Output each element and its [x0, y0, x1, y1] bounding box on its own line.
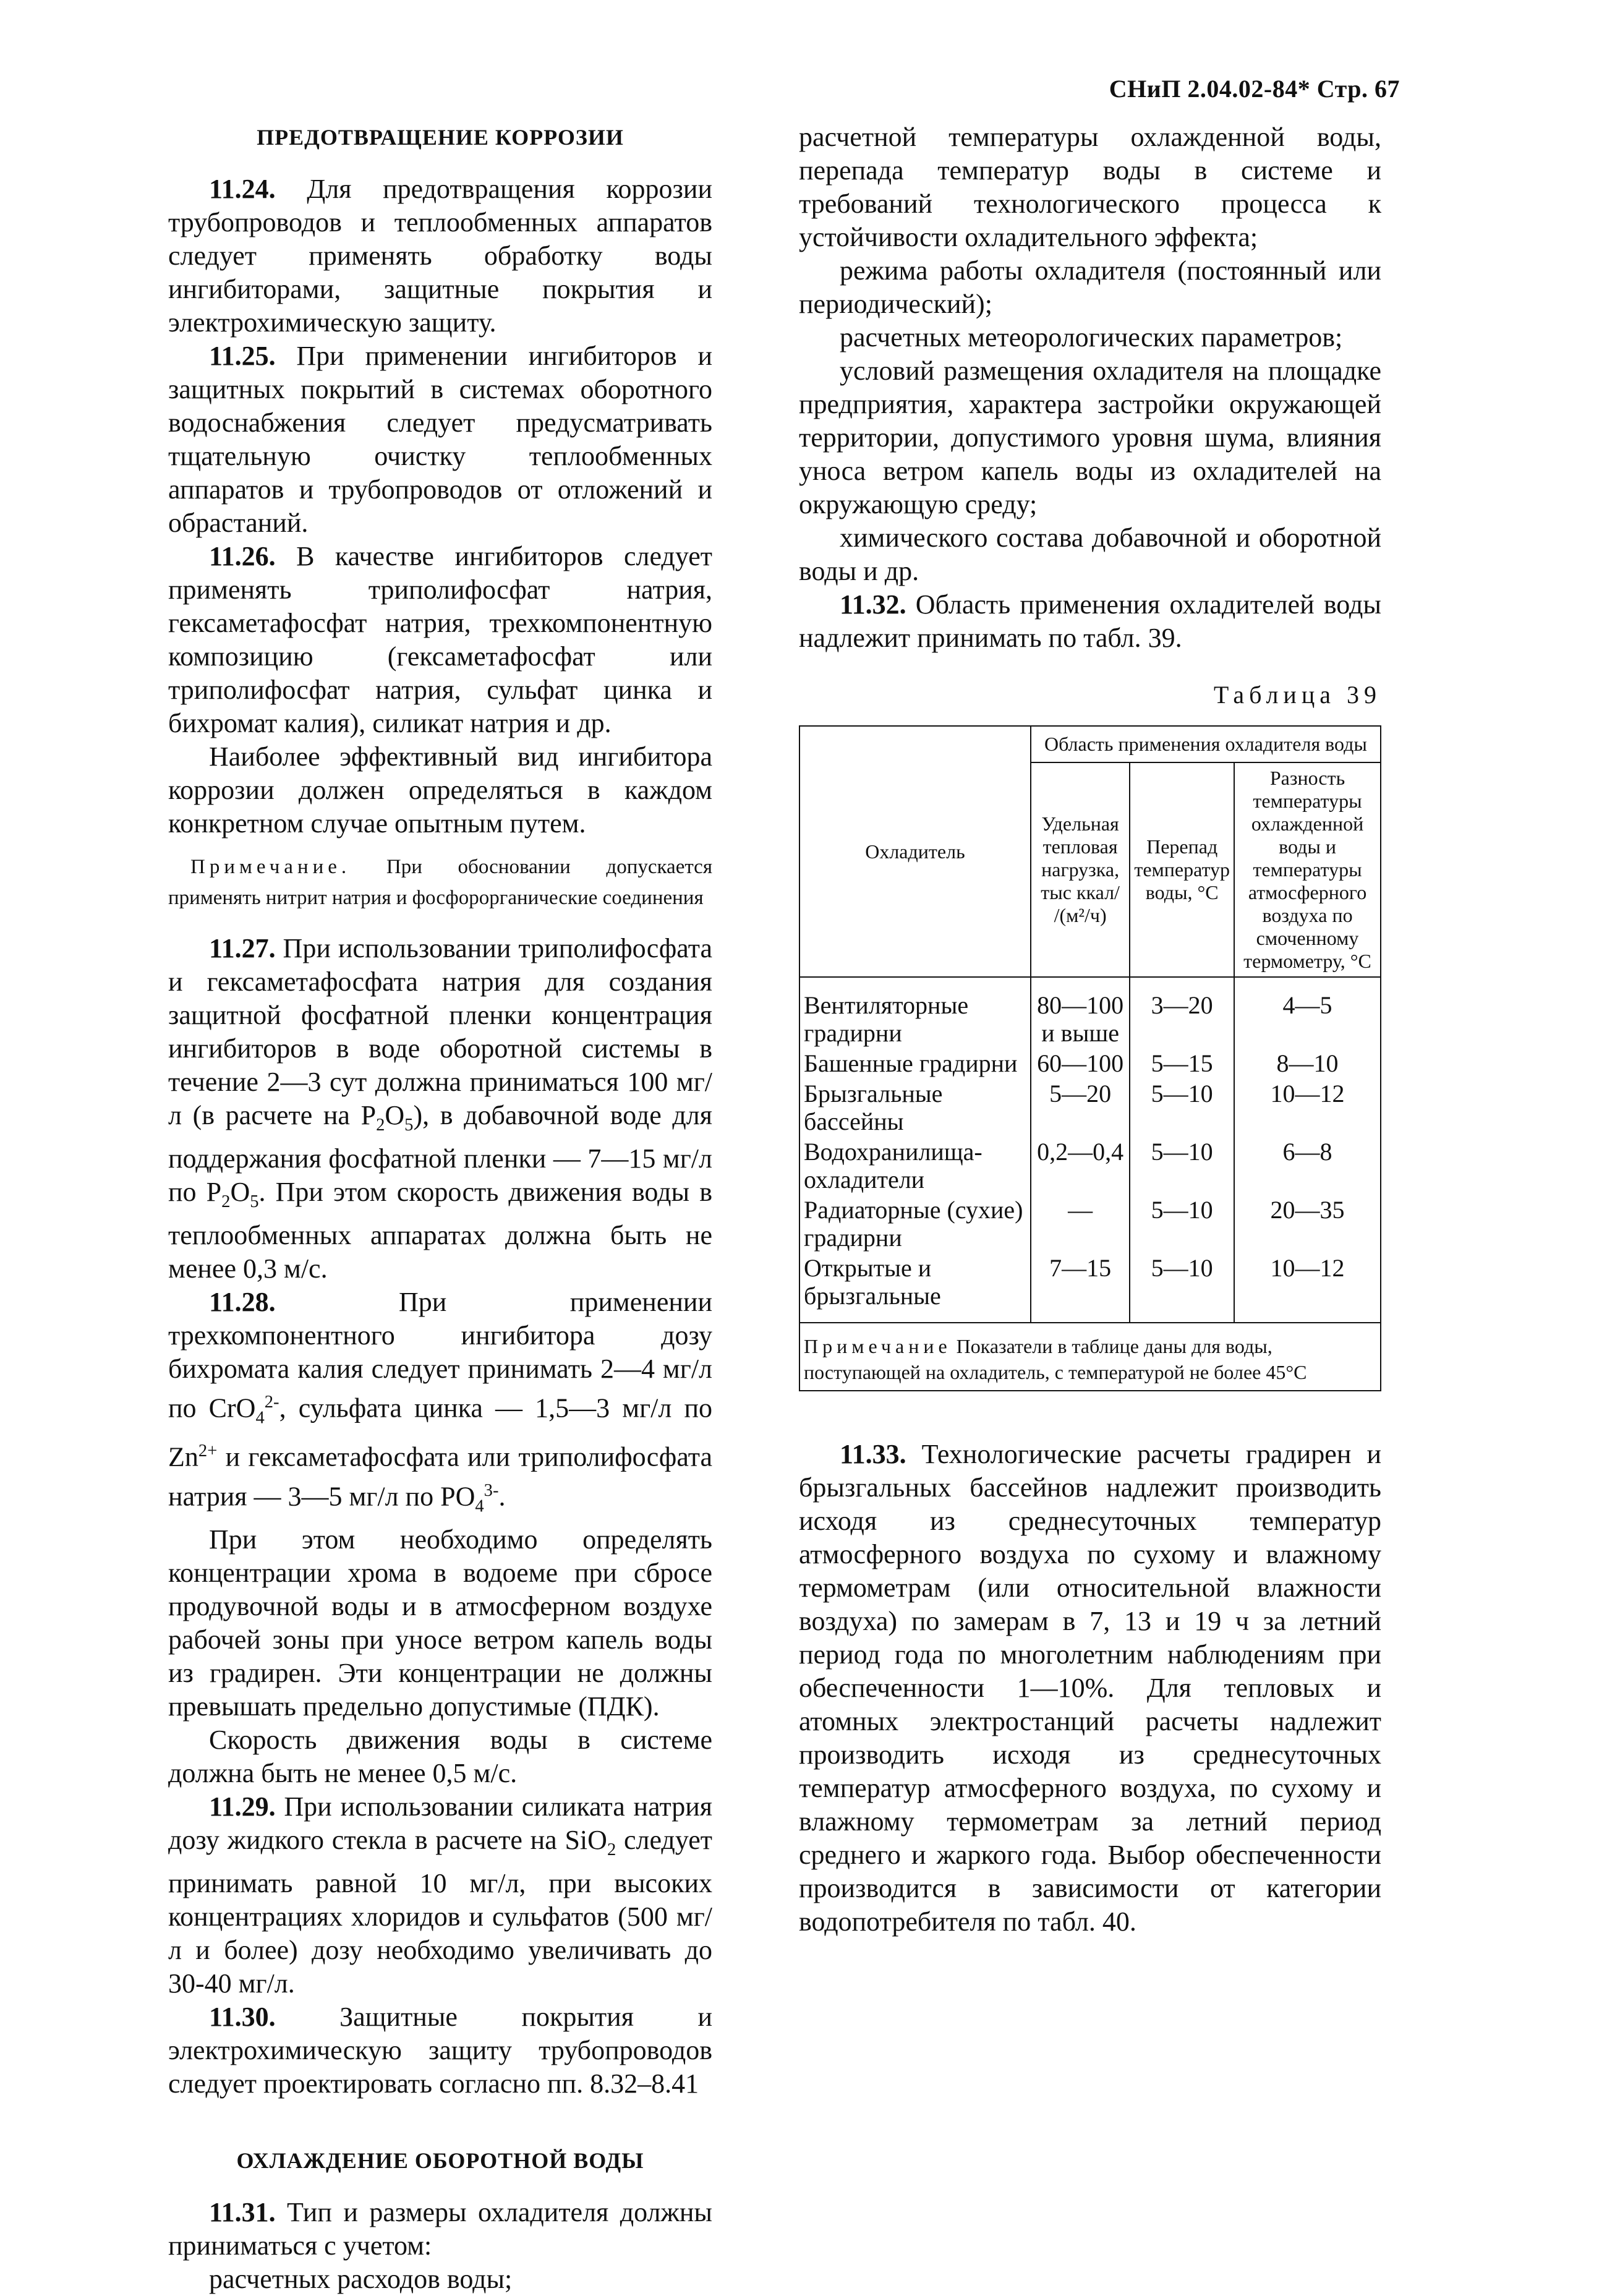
clause-text: ), в добавочной воде для поддержания фосфатной пленки — 7—15 мг/л по P: [168, 1100, 712, 1207]
clause-number: 11.30.: [209, 2001, 276, 2032]
cell-load: 0,2—0,4: [1031, 1137, 1130, 1195]
cell-diff: 6—8: [1234, 1137, 1381, 1195]
cooler-table: [799, 725, 1381, 1391]
clause-number: 11.24.: [209, 174, 276, 204]
header-load: Удельная тепловая нагрузка, тыс ккал/ /(м²/ч): [1031, 762, 1130, 977]
table-row: [799, 1253, 1381, 1323]
table-note: [799, 1323, 1381, 1391]
table-row: [799, 977, 1381, 1048]
clause-number: 11.25.: [209, 341, 276, 371]
subscript: 2: [376, 1115, 385, 1135]
paragraph-effective-inhibitor: Наиболее эффективный вид ингибитора коррозии должен определяться в каждом конкретном случае опытным путем.: [168, 741, 712, 839]
clause-11-25: [168, 339, 712, 540]
cell-load: 7—15: [1031, 1253, 1130, 1323]
clause-text: O: [385, 1100, 405, 1130]
note-label: Примечание.: [190, 856, 351, 878]
cell-cooler: Радиаторные (сухие) градирни: [799, 1195, 1031, 1253]
cell-cooler: Башенные градирни: [799, 1048, 1031, 1078]
cell-cooler: Открытые и брызгальные: [799, 1253, 1031, 1323]
section-gap: [168, 2101, 712, 2144]
subscript: 2: [221, 1192, 231, 1211]
cell-diff: 4—5: [1234, 977, 1381, 1048]
clause-number: 11.33.: [840, 1439, 906, 1469]
clause-text: следует принимать равной 10 мг/л, при высоких концентрациях хлоридов и сульфатов (500 мг/л и более) дозу необходимо увеличивать до 30-40 мг/л.: [168, 1825, 712, 1999]
table-note-text: Показатели в таблице даны для воды, поступающей на охладитель, с температурой не более 45°С: [804, 1335, 1307, 1383]
table-row: [799, 1078, 1381, 1137]
table-caption: Таблица 39: [1213, 681, 1381, 709]
table-row: [799, 1195, 1381, 1253]
section-heading-corrosion: ПРЕДОТВРАЩЕНИЕ КОРРОЗИИ: [257, 125, 624, 150]
cell-cooler: Брызгальные бассейны: [799, 1078, 1031, 1137]
right-column: [799, 121, 1381, 1939]
clause-number: 11.32.: [840, 589, 906, 620]
clause-11-24: [168, 173, 712, 339]
cell-load: 80—100 и выше: [1031, 977, 1130, 1048]
clause-text: Область применения охладителей воды надлежит принимать по табл. 39.: [799, 589, 1381, 653]
cell-drop: 3—20: [1130, 977, 1234, 1048]
clause-number: 11.31.: [209, 2196, 276, 2227]
section-heading-cooling: ОХЛАЖДЕНИЕ ОБОРОТНОЙ ВОДЫ: [236, 2148, 644, 2173]
clause-text: Для предотвращения коррозии трубопроводов и теплообменных аппаратов следует применять обработку воды ингибиторами, защитные покрытия и электрохимическую защиту.: [168, 174, 712, 338]
clause-text: Защитные покрытия и электрохимическую защиту трубопроводов следует проектировать согласно пп. 8.32–8.41: [168, 2001, 712, 2099]
cell-load: 5—20: [1031, 1078, 1130, 1137]
cell-diff: 10—12: [1234, 1078, 1381, 1137]
list-item: химического состава добавочной и оборотной воды и др.: [799, 523, 1381, 586]
clause-11-32: [799, 588, 1381, 655]
cell-drop: 5—10: [1130, 1078, 1234, 1137]
cell-drop: 5—10: [1130, 1253, 1234, 1323]
cell-drop: 5—10: [1130, 1195, 1234, 1253]
table-row: [799, 1137, 1381, 1195]
page-header: СНиП 2.04.02-84* Стр. 67: [1109, 75, 1400, 103]
note-text: При обосновании допускается применять нитрит натрия и фосфорорганические соединения: [168, 856, 712, 909]
clause-text: Тип и размеры охладителя должны приниматься с учетом:: [168, 2196, 712, 2261]
clause-number: 11.29.: [209, 1791, 276, 1822]
cell-load: 60—100: [1031, 1048, 1130, 1078]
subscript: 4: [475, 1496, 484, 1516]
clause-text: При применении трехкомпонентного ингибитора дозу бихромата калия следует принимать 2—4 мг/л по CrO: [168, 1286, 712, 1423]
clause-text: и гексаметафосфата или триполифосфата натрия — 3—5 мг/л по PO: [168, 1441, 712, 1512]
paragraph-speed: Скорость движения воды в системе должна быть не менее 0,5 м/с.: [168, 1725, 712, 1789]
cell-diff: 8—10: [1234, 1048, 1381, 1078]
clause-number: 11.27.: [209, 933, 276, 963]
superscript: 2+: [198, 1441, 218, 1461]
cell-cooler: Вентиляторные градирни: [799, 977, 1031, 1048]
list-item: условий размещения охладителя на площадке предприятия, характера застройки окружающей территории, допустимого уровня шума, влияния уноса ветром капель воды из охладителей на окружающую среду;: [799, 356, 1381, 519]
left-column: [168, 121, 712, 2296]
list-item: расчетной температуры охлажденной воды, перепада температур воды в системе и требований технологического процесса к устойчивости охладительного эффекта;: [799, 122, 1381, 252]
cell-diff: 10—12: [1234, 1253, 1381, 1323]
clause-text: . При этом скорость движения воды в теплообменных аппаратах должна быть не менее 0,3 м/с.: [168, 1176, 712, 1284]
cell-cooler: Водохранилища-охладители: [799, 1137, 1031, 1195]
clause-11-26: [168, 540, 712, 740]
header-area: Область применения охладителя воды: [1031, 726, 1381, 762]
clause-11-29: [168, 1790, 712, 2000]
clause-11-28: [168, 1286, 712, 1524]
clause-text: При использовании триполифосфата и гексаметафосфата натрия для создания защитной фосфатной пленки концентрация ингибиторов в воде оборотной системы в течение 2—3 сут должна приниматься 100 мг/л (в расчете на P: [168, 933, 712, 1130]
clause-text: При использовании силиката натрия дозу жидкого стекла в расчете на SiO: [168, 1791, 712, 1856]
table-note-row: [799, 1323, 1381, 1391]
subscript: 5: [250, 1192, 259, 1211]
clause-11-30: [168, 2000, 712, 2101]
subscript: 2: [607, 1840, 616, 1859]
clause-11-27: [168, 932, 712, 1286]
list-item: расчетных метеорологических параметров;: [840, 322, 1343, 352]
clause-text: .: [498, 1481, 506, 1512]
table-note-label: Примечание: [804, 1335, 952, 1357]
cell-load: —: [1031, 1195, 1130, 1253]
list-item: режима работы охладителя (постоянный или периодический);: [799, 255, 1381, 319]
superscript: 2-: [264, 1392, 279, 1412]
clause-number: 11.26.: [209, 541, 276, 571]
list-item-flows: расчетных расходов воды;: [209, 2263, 513, 2294]
clause-text: Технологические расчеты градирен и брызгальных бассейнов надлежит производить исходя из среднесуточных температур атмосферного воздуха по сухому и влажному термометрам (или относительной влажности воздуха) по замерам в 7, 13 и 19 ч за летний период года по многолетним наблюдениям при обеспеченности 1—10%. Для тепловых и атомных электростанций расчеты надлежит производить исходя из среднесуточных температур атмосферного воздуха, по сухому и влажному термометрам за летний период среднего и жаркого года. Выбор обеспеченности производится в зависимости от категории водопотребителя по табл. 40.: [799, 1439, 1381, 1937]
superscript: 3-: [484, 1480, 499, 1500]
gap: [799, 1391, 1381, 1438]
clause-text: , сульфата цинка — 1,5—3 мг/л по Zn: [168, 1393, 713, 1472]
header-diff: Разность температуры охлажденной воды и температуры атмосферного воздуха по смоченному термометру, °С: [1234, 762, 1381, 977]
clause-11-31: [168, 2196, 712, 2263]
clause-number: 11.28.: [209, 1286, 276, 1317]
subscript: 5: [404, 1115, 414, 1135]
paragraph-chrome: При этом необходимо определять концентрации хрома в водоеме при сбросе продувочной воды и в атмосферном воздухе рабочей зоны при уносе ветром капель воды из градирен. Эти концентрации не должны превышать предельно допустимые (ПДК).: [168, 1524, 712, 1722]
header-drop: Перепад температур воды, °С: [1130, 762, 1234, 977]
cell-drop: 5—15: [1130, 1048, 1234, 1078]
clause-text: При применении ингибиторов и защитных покрытий в системах оборотного водоснабжения следует предусматривать тщательную очистку теплообменных аппаратов и трубопроводов от отложений и обрастаний.: [168, 341, 712, 538]
header-cooler: Охладитель: [799, 726, 1031, 977]
cell-drop: 5—10: [1130, 1137, 1234, 1195]
subscript: 4: [255, 1408, 265, 1428]
clause-text: O: [230, 1176, 250, 1207]
note-corrosion: [168, 851, 712, 913]
clause-11-33: [799, 1438, 1381, 1939]
cell-diff: 20—35: [1234, 1195, 1381, 1253]
clause-text: В качестве ингибиторов следует применять триполифосфат натрия, гексаметафосфат натрия, трехкомпонентную композицию (гексаметафосфат или триполифосфат натрия, сульфат цинка и бихромат калия), силикат натрия и др.: [168, 541, 712, 738]
table-row: [799, 1048, 1381, 1078]
